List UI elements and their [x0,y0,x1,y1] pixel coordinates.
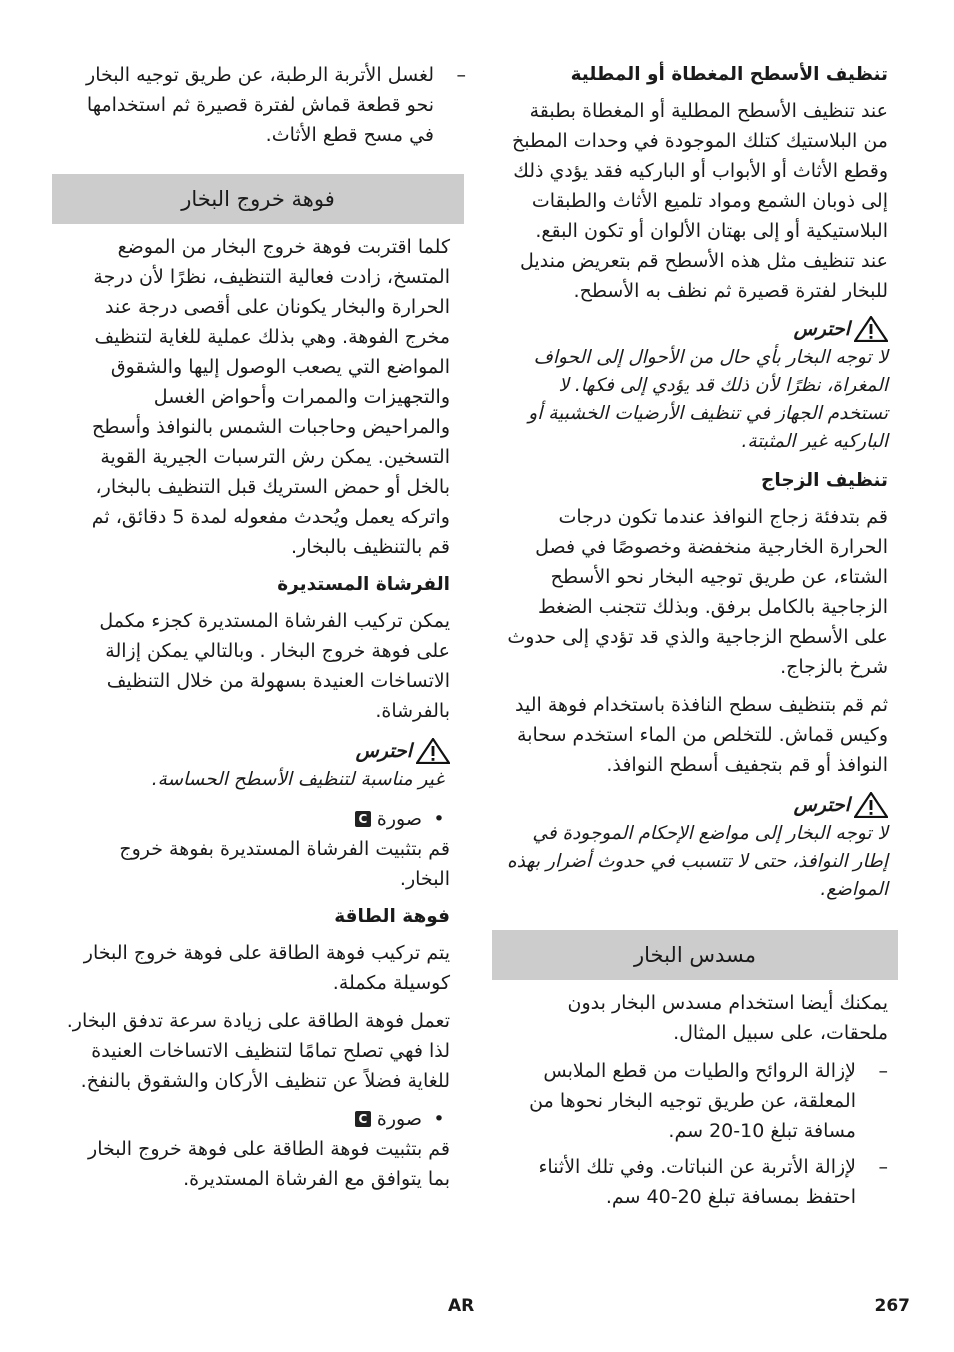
list-item: – لغسل الأتربة الرطبة، عن طريق توجيه البخار نحو قطعة قماش لفترة قصيرة ثم استخدامها في مسح قطع الأثاث. [86,64,466,146]
warning-triangle-icon [854,316,888,342]
language-code: AR [448,1296,475,1316]
figure-c-icon: C [355,1111,371,1127]
glass-cleaning-heading: تنظيف الزجاج [761,470,888,491]
glass-cleaning-text-1: قم بتدفئة زجاج النوافذ عندما تكون درجات الحرارة الخارجية منخفضة وخصوصًا في فصل الشتاء، عن طريق توجيه البخار نحو الأسطح الزجاجية بالكامل برفق. وبذلك تتجنب الضغط على الأسطح الزجاجية والذي قد تؤدي إلى حدوث شرخ بالزجاج. [507,506,888,678]
power-nozzle-text-1: يتم تركيب فوهة الطاقة على فوهة خروج البخار كوسيلة مكملة. [83,942,450,994]
round-brush-text: يمكن تركيب الفرشاة المستديرة كجزء مكمل على فوهة خروج البخار . وبالتالي يمكن إزالة الاتساخات العنيدة بسهولة من خلال التنظيف بالفرشاة. [99,610,450,722]
warning-2-text: لا توجه البخار إلى مواضع الإحكام الموجودة في إطار النوافذ، حتى لا تتسبب في حدوث أضرار بهذه المواضع. [506,823,888,900]
covered-surfaces-heading: تنظيف الأسطح المغطاة أو المطلية [570,64,888,85]
page-number: 267 [874,1296,910,1316]
power-nozzle-step: قم بتثبيت فوهة الطاقة على فوهة خروج البخار بما يتوافق مع الفرشاة المستديرة. [88,1138,450,1190]
warning-1-text: لا توجه البخار بأي حال من الأحوال إلى الحواف المغراة، نظرًا لأن ذلك قد يؤدي إلى فكها. لا تستخدم الجهاز في تنظيف الأرضيات الخشبية أو الباركيه غير المثبتة. [528,347,888,452]
list-item: – لإزالة الروائح والطيات من قطع الملابس المعلقة، عن طريق توجيه البخار نحوها من مسافة تبلغ 10-20 سم. [529,1060,888,1142]
glass-cleaning-text-2: ثم قم بتنظيف سطح النافذة باستخدام فوهة اليد وكيس قماش. للتخلص من الماء استخدم سحابة النوافذ أو قم بتجفيف أسطح النوافذ. [515,694,888,776]
steam-nozzle-heading: فوهة خروج البخار [52,174,464,224]
figure-reference: • صورة C [66,804,450,834]
warning-2-title: احترس [506,790,888,820]
power-nozzle-text-2: تعمل فوهة الطاقة على زيادة سرعة تدفق البخار. لذا فهي تصلح تمامًا لتنظيف الاتساخات العنيدة للغاية فضلاً عن تنظيف الأركان والشقوق بالنفخ. [66,1010,450,1092]
warning-1-title: احترس [506,314,888,344]
steam-nozzle-text: كلما اقتربت فوهة خروج البخار من الموضع المتسخ، زادت فعالية التنظيف، نظرًا لأن درجة الحرارة والبخار يكونان على أقصى درجة عند مخرج الفوهة. وهي بذلك عملية للغاية لتنظيف المواضع التي يصعب الوصول إليها والشقوق والتجهيزات والممرات وأحواض الغسل والمراحيض وحاجبات الشمس بالنوافذ وأسطح التسخين. يمكن رش الترسبات الجيرية القوية بالخل أو حمض الستريك قبل التنظيف بالبخار، واتركه يعمل ويُحدث مفعوله لمدة 5 دقائق، ثم قم بالتنظيف بالبخار. [91,236,450,558]
right-column [506,60,888,1218]
warning-triangle-icon [854,792,888,818]
covered-surfaces-text: عند تنظيف الأسطح المطلية أو المغطاة بطبقة من البلاستيك كتلك الموجودة في وحدات المطبخ وقطع الأثاث أو الأبواب أو الباركيه فقد يؤدي ذلك إلى ذوبان الشمع ومواد تلميع الأثاث والطبقات البلاستيكية أو إلى بهتان الألوان أو تكون البقع. عند تنظيف مثل هذه الأسطح قم بتعريض منديل للبخار لفترة قصيرة ثم نظف به الأسطح. [512,100,888,302]
steam-gun-heading: مسدس البخار [492,930,898,980]
figure-c-icon: C [355,811,371,827]
round-brush-heading: الفرشاة المستديرة [277,574,450,595]
list-item: – لإزالة الأتربة عن النباتات. وفي تلك الأثناء احتفظ بمسافة تبلغ 20-40 سم. [538,1156,888,1208]
warning-3-text: غير مناسبة لتنظيف الأسطح الحساسة. [151,769,444,790]
left-column [66,60,466,1202]
power-nozzle-heading: فوهة الطاقة [334,906,450,927]
warning-3-title: احترس [66,736,450,766]
round-brush-step: قم بتثبيت الفرشاة المستديرة بفوهة خروج البخار. [119,838,450,890]
warning-triangle-icon [416,738,450,764]
figure-reference: • صورة C [66,1104,450,1134]
steam-gun-text: يمكنك أيضا استخدام مسدس البخار بدون ملحقات، على سبيل المثال. [567,992,888,1044]
